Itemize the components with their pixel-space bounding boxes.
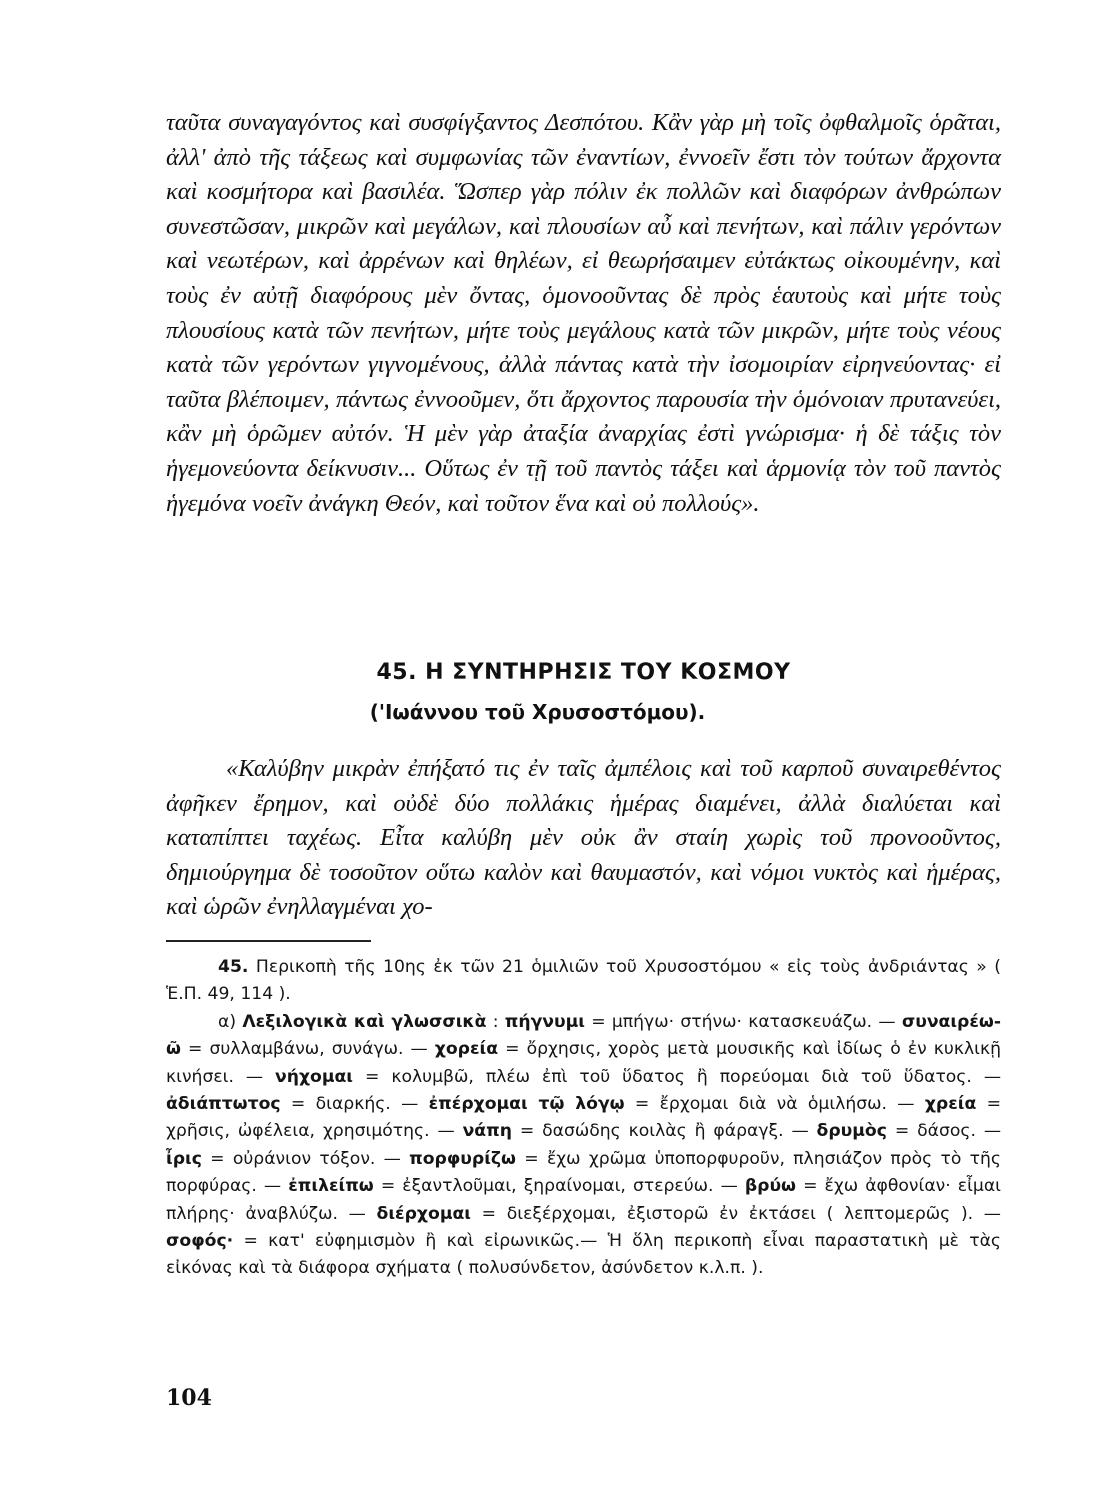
footnote-source [166, 954, 1001, 1009]
glossary-definition: μπήγω· στήνω· κατασκευάζω. [611, 1011, 873, 1032]
footnote-separator [166, 940, 371, 942]
passage-continuation [166, 106, 1001, 521]
glossary-definition: διαρκής. [315, 1094, 391, 1115]
passage-paragraph: «Καλύβην μικρὰν ἐπήξατό τις ἐν ταῖς ἀμπέλοις καὶ τοῦ καρποῦ συναιρεθέντος ἀφῆκεν ἔρημον, καὶ οὐδὲ δύο πολλάκις ἡμέρας διαμένει, ἀλλὰ διαλύεται καὶ καταπίπτει ταχέως. Εἶτα καλύβη μὲν οὐκ ἂν σταίη χωρὶς τοῦ προνοοῦντος, δημιούργημα δὲ τοσοῦτον οὕτω καλὸν καὶ θαυμαστόν, καὶ νόμοι νυκτὸς καὶ ἡμέρας, καὶ ὡρῶν ἐνηλλαγμέναι χο- [166, 755, 1001, 921]
passage-paragraph: ταῦτα συναγαγόντος καὶ συσφίγξαντος Δεσπότου. Κἂν γὰρ μὴ τοῖς ὀφθαλμοῖς ὁρᾶται, ἀλλ' ἀπὸ τῆς τάξεως καὶ συμφωνίας τῶν ἐναντίων, ἐννοεῖν ἔστι τὸν τούτων ἄρχοντα καὶ κοσμήτορα καὶ βασιλέα. Ὥσπερ γὰρ πόλιν ἐκ πολλῶν καὶ διαφόρων ἀνθρώπων συνεστῶσαν, μικρῶν καὶ μεγάλων, καὶ πλουσίων αὖ καὶ πενήτων, καὶ πάλιν γερόντων καὶ νεωτέρων, καὶ ἀρρένων καὶ θηλέων, εἰ θεωρήσαιμεν εὐτάκτως οἰκουμένην, καὶ τοὺς ἐν αὐτῇ διαφόρους μὲν ὄντας, ὁμονοοῦντας δὲ πρὸς ἑαυτοὺς καὶ μήτε τοὺς πλουσίους κατὰ τῶν πενήτων, μήτε τοὺς μεγάλους κατὰ τῶν μικρῶν, μήτε τοὺς νέους κατὰ τῶν γερόντων γιγνομένους, ἀλλὰ πάντας κατὰ τὴν ἰσομοιρίαν εἰρηνεύοντας· εἰ ταῦτα βλέποιμεν, πάντως ἐννοοῦμεν, ὅτι ἄρχοντος παρουσία τὴν ὁμόνοιαν πρυτανεύει, κἂν μὴ ὁρῶμεν αὐτόν. Ἡ μὲν γὰρ ἀταξία ἀναρχίας ἐστὶ γνώρισμα· ἡ δὲ τάξις τὸν ἡγεμονεύοντα δείκνυσιν... Οὕτως ἐν τῇ τοῦ παντὸς τάξει καὶ ἁρμονίᾳ τὸν τοῦ παντὸς ἡγεμόνα νοεῖν ἀνάγκη Θεόν, καὶ τοῦτον ἕνα καὶ οὐ πολλούς». [166, 109, 1001, 517]
glossary-definition: ὄρχησις, χορὸς μετὰ μουσικῆς καὶ ἰδίως ὁ ἐν κυκλικῇ κινήσει. [166, 1039, 1002, 1087]
footnote-source-text: Περικοπὴ τῆς 10ης ἐκ τῶν 21 ὁμιλιῶν τοῦ Χρυσοστόμου « εἰς τοὺς ἀνδριάντας » ( Ἑ.Π. 49, 114 ). [166, 957, 1001, 1005]
glossary-definition: συλλαμβάνω, συνάγω. [209, 1039, 404, 1060]
glossary-term: χορεία [434, 1039, 499, 1060]
glossary-note: α) Λεξιλογικὰ καὶ γλωσσικὰ : πήγνυμι = μπήγω· στήνω· κατασκευάζω. — συναιρέω-ῶ = συλλαμβάνω, συνάγω. — χορεία = ὄρχησις, χορὸς μετὰ μουσικῆς καὶ ἰδίως ὁ ἐν κυκλικῇ κινήσει. — νήχομαι = κολυμβῶ, πλέω ἐπὶ τοῦ ὕδατος ἢ πορεύομαι διὰ τοῦ ὕδατος. — ἀδιάπτωτος = διαρκής. — ἐπέρχομαι τῷ λόγῳ = ἔρχομαι διὰ νὰ ὁμιλήσω. — χρεία = χρῆσις, ὠφέλεια, χρησιμότης. — νάπη = δασώδης κοιλὰς ἢ φάραγξ. — δρυμὸς = δάσος. — ἶρις = οὐράνιον τόξον. — πορφυρίζω = ἔχω χρῶμα ὑποπορφυροῦν, πλησιάζον πρὸς τὸ τῆς πορφύρας. — ἐπιλείπω = ἐξαντλοῦμαι, ξηραίνομαι, στερεύω. — βρύω = ἔχω ἀφθονίαν· εἶμαι πλήρης· ἀναβλύζω. — διέρχομαι = διεξέρχομαι, ἐξιστορῶ ἐν ἐκτάσει ( λεπτομερῶς ). — σοφός· = κατ' εὐφημισμὸν ἢ καὶ εἰρωνικῶς.— Ἡ ὅλη περικοπὴ εἶναι παραστατικὴ μὲ τὰς εἰκόνας καὶ τὰ διάφορα σχήματα ( πολυσύνδετον, ἀσύνδετον κ.λ.π. ). [166, 1011, 1002, 1279]
glossary-definition: κολυμβῶ, πλέω ἐπὶ τοῦ ὕδατος ἢ πορεύομαι διὰ τοῦ ὕδατος. [391, 1066, 972, 1087]
footnote-number: 45. [218, 957, 249, 977]
glossary-term: ἀδιάπτωτος [166, 1094, 281, 1115]
glossary-term: ἶρις [166, 1148, 202, 1169]
glossary-term: πήγνυμι [504, 1011, 585, 1032]
glossary-definition: ἔρχομαι διὰ νὰ ὁμιλήσω. [659, 1094, 887, 1115]
glossary-term: πορφυρίζω [409, 1148, 516, 1169]
glossary-definition: ἐξαντλοῦμαι, ξηραίνομαι, στερεύω. [402, 1176, 714, 1197]
glossary-closing: Ἡ ὅλη περικοπὴ εἶναι παραστατικὴ μὲ τὰς εἰκόνας καὶ τὰ διάφορα σχήματα ( πολυσύνδετον, ἀσύνδετον κ.λ.π. ). [166, 1231, 1001, 1279]
glossary-definition: κατ' εὐφημισμὸν ἢ καὶ εἰρωνικῶς. [268, 1231, 581, 1252]
glossary-definition: ἔχω χρῶμα ὑποπορφυροῦν, πλησιάζον πρὸς τὸ τῆς πορφύρας. [166, 1148, 1001, 1197]
glossary-definition: δασώδης κοιλὰς ἢ φάραγξ. [542, 1121, 784, 1142]
glossary-definition: διεξέρχομαι, ἐξιστορῶ ἐν ἐκτάσει ( λεπτομερῶς ). [506, 1203, 974, 1224]
glossary-term: δρυμὸς [816, 1121, 887, 1142]
footnotes [166, 954, 1001, 1283]
section-title: 45. Η ΣΥΝΤΗΡΗΣΙΣ ΤΟΥ ΚΟΣΜΟΥ [376, 660, 791, 685]
glossary-term: χρεία [924, 1094, 977, 1115]
glossary-heading: Λεξιλογικὰ καὶ γλωσσικὰ [242, 1011, 487, 1032]
section-subtitle: ('Ιωάννου τοῦ Χρυσοστόμου). [369, 700, 706, 724]
glossary-term: συναιρέω-ῶ [166, 1011, 1001, 1060]
glossary-definition: οὐράνιον τόξον. [232, 1148, 376, 1169]
glossary-term: διέρχομαι [376, 1203, 471, 1224]
glossary-term: ἐπέρχομαι τῷ λόγῳ [428, 1094, 625, 1115]
glossary-term: νήχομαι [275, 1066, 354, 1087]
passage-new-section [166, 752, 1001, 925]
glossary-term: νάπη [462, 1121, 512, 1142]
glossary-term: σοφός· [166, 1231, 234, 1252]
glossary-marker: α) [218, 1011, 237, 1032]
page-number: 104 [166, 1385, 212, 1411]
glossary-term: ἐπιλείπω [288, 1176, 374, 1197]
glossary-term: βρύω [744, 1176, 796, 1197]
glossary-definition: δάσος. [917, 1121, 976, 1142]
glossary-definition: χρῆσις, ὠφέλεια, χρησιμότης. [166, 1121, 430, 1142]
glossary-definition: ἔχω ἀφθονίαν· εἶμαι πλήρης· ἀναβλύζω. [166, 1176, 1001, 1224]
